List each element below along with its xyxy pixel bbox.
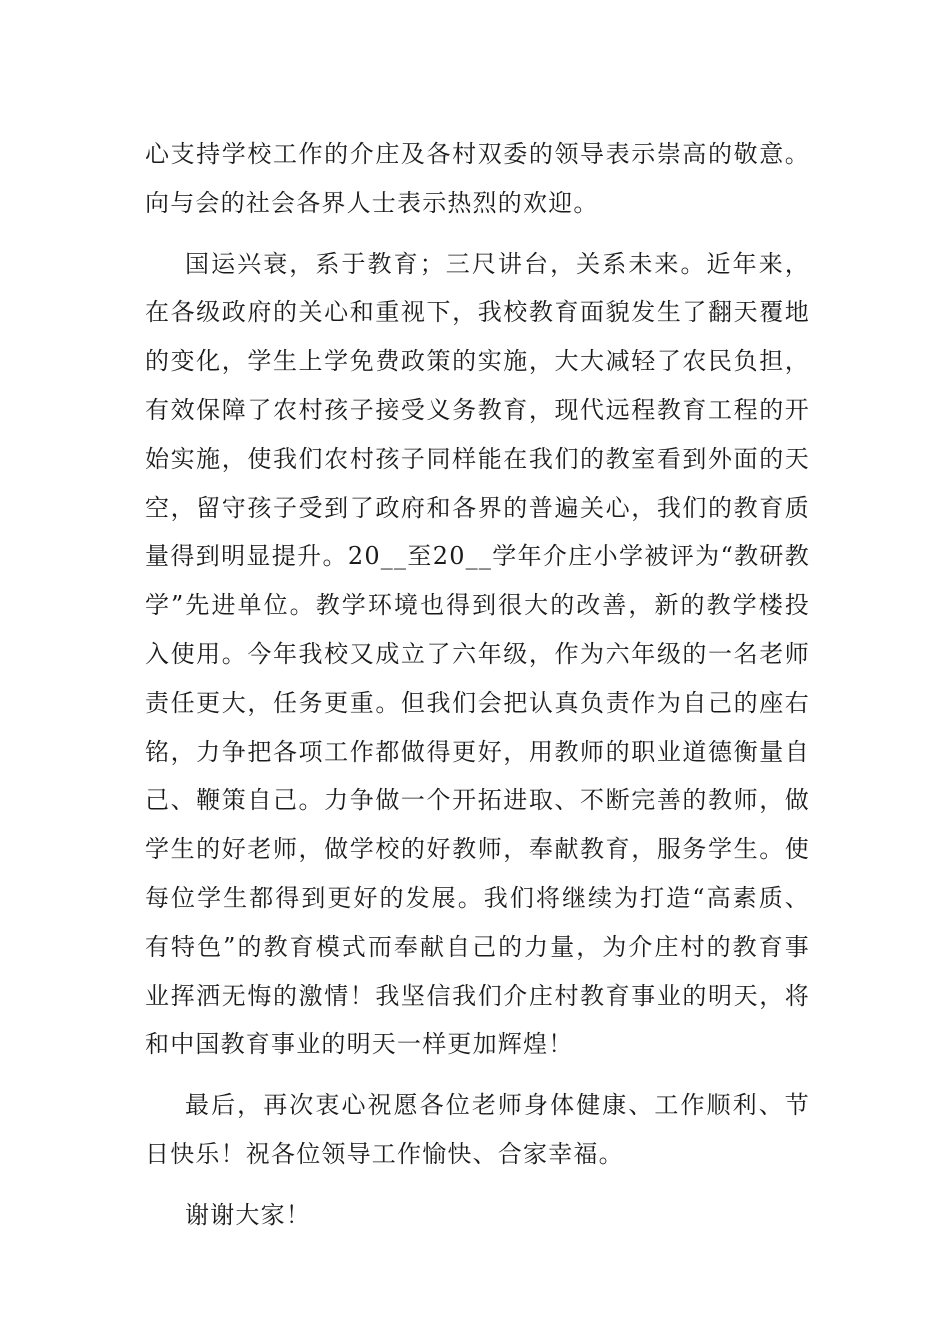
paragraph-continuation: 心支持学校工作的介庄及各村双委的领导表示崇高的敬意。向与会的社会各界人士表示热烈的欢迎。 [145,140,810,217]
paragraph-gap [145,228,810,240]
paragraph-gap [145,1179,810,1191]
paragraph-education-development: 国运兴衰，系于教育；三尺讲台，关系未来。近年来，在各级政府的关心和重视下，我校教育面貌发生了翻天覆地的变化，学生上学免费政策的实施，大大减轻了农民负担，有效保障了农村孩子接受义务教育，现代远程教育工程的开始实施，使我们农村孩子同样能在我们的教室看到外面的天空，留守孩子受到了政府和各界的普遍关心，我们的教育质量得到明显提升。20__至20__学年介庄小学被评为“教研教学”先进单位。教学环境也得到很大的改善，新的教学楼投入使用。今年我校又成立了六年级，作为六年级的一名老师责任更大，任务更重。但我们会把认真负责作为自己的座右铭，力争把各项工作都做得更好，用教师的职业道德衡量自己、鞭策自己。力争做一个开拓进取、不断完善的教师，做学生的好老师，做学校的好教师，奉献教育，服务学生。使每位学生都得到更好的发展。我们将继续为打造“高素质、有特色”的教育模式而奉献自己的力量，为介庄村的教育事业挥洒无悔的激情！我坚信我们介庄村教育事业的明天，将和中国教育事业的明天一样更加辉煌！ [145,249,810,1059]
paragraph-thanks: 谢谢大家！ [185,1200,311,1229]
paragraph-gap [145,1069,810,1081]
paragraph-closing-wishes: 最后，再次衷心祝愿各位老师身体健康、工作顺利、节日快乐！祝各位领导工作愉快、合家幸福。 [145,1091,810,1168]
document-body [145,130,810,1240]
